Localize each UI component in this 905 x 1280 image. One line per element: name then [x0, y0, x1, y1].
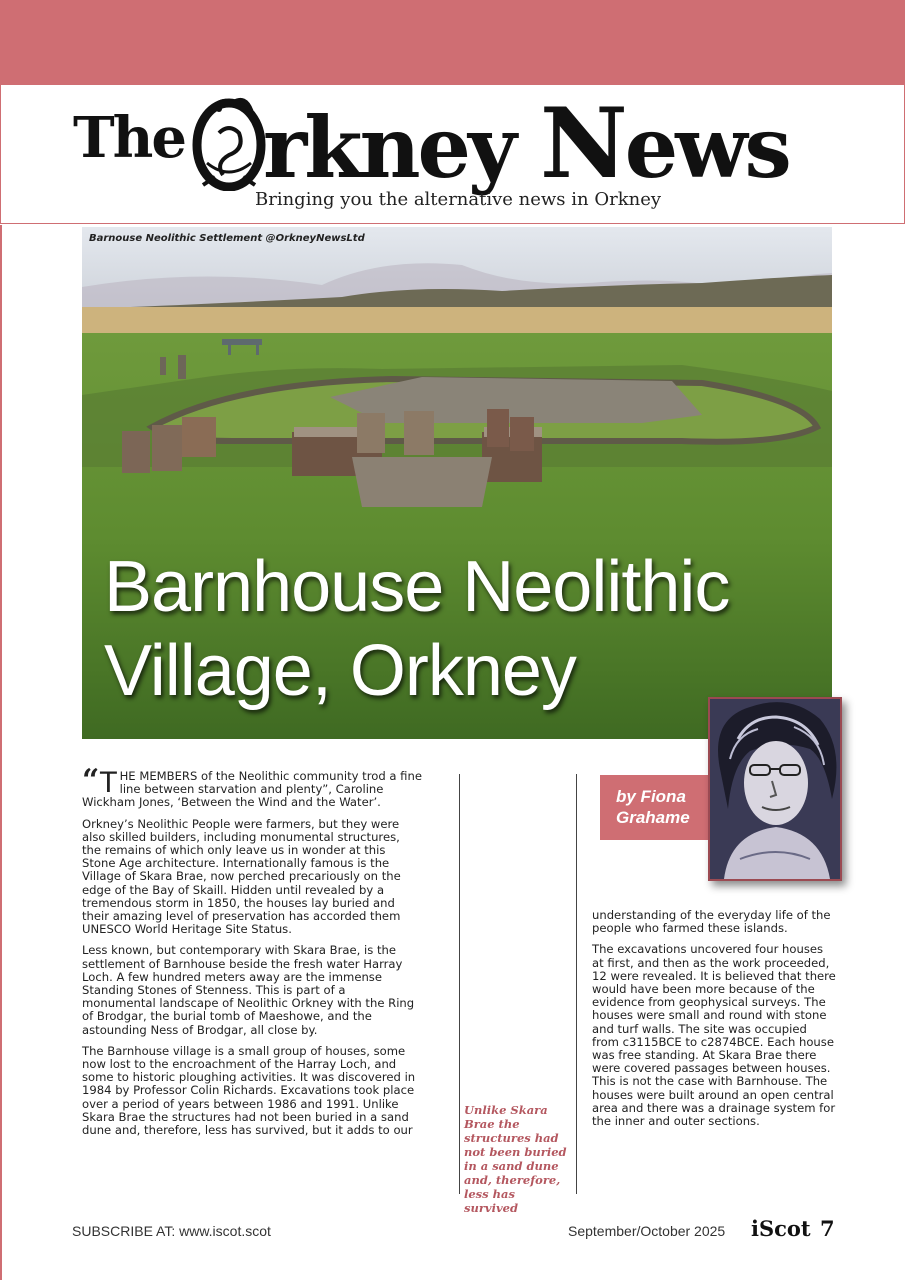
paragraph-1-text: HE MEMBERS of the Neolithic community trod a fine line between starvation and plenty”, Caroline Wickham Jones, ‘Between the Wind and the Water’.: [82, 769, 422, 810]
page-number: 7: [820, 1216, 835, 1241]
byline-box: [600, 775, 708, 840]
masthead-tagline: Bringing you the alternative news in Orkney: [255, 189, 662, 210]
header-color-band: [0, 0, 905, 85]
masthead: [0, 85, 905, 224]
article-column-right: [592, 909, 837, 1136]
column-divider-right: [576, 774, 577, 1194]
author-byline: [616, 786, 706, 828]
byline-line-2: Grahame: [616, 808, 690, 827]
article-paragraph-1: [82, 763, 422, 810]
article-paragraph-6: The excavations uncovered four houses at first, and then as the work proceeded, 12 were revealed. It is believed that there would have been more because of the evidence from geophysical surveys. The houses were small and round with stone and turf walls. The site was occupied from c3115BCE to c2874BCE. Each house was free standing. At Skara Brae there were covered passages between houses. This is not the case with Barnhouse. The houses were built around an open central area and there was a drainage system for the inner and outer sections.: [592, 942, 836, 1129]
masthead-the: The: [73, 105, 186, 171]
article-paragraph-2: Orkney’s Neolithic People were farmers, but they were also skilled builders, including monumental structures, the remains of which only leave us in wonder at this Stone Age architecture. Internationally famous is the Village of Skara Brae, now perched precariously on the edge of the Bay of Skaill. Hidden until revealed by a tremendous storm in 1850, the houses lay buried and their amazing level of preservation has accorded them UNESCO World Heritage Site Status.: [82, 816, 401, 937]
author-portrait: [708, 697, 842, 881]
dropcap-letter: T: [99, 766, 118, 799]
pull-quote: Unlike Skara Brae the structures had not been buried in a sand dune and, therefore, less has survived: [464, 1103, 567, 1215]
hero-photo: [82, 227, 832, 739]
article-title-line-1: Barnhouse Neolithic: [104, 547, 730, 627]
article-column-left: [82, 763, 422, 1145]
column-divider-left: [459, 774, 460, 1194]
brand-logo: iScot: [751, 1216, 811, 1241]
article-title: [104, 545, 824, 713]
masthead-news-initial: N: [540, 87, 625, 200]
page-edge-rule: [0, 225, 2, 1280]
masthead-news-rest: ews: [624, 98, 789, 197]
article-paragraph-4: The Barnhouse village is a small group of houses, some now lost to the encroachment of the Harray Loch, and some to historic ploughing activities. It was discovered in 1984 by Professor Colin Richards. Excavations took place over a period of years between 1986 and 1991. Unlike Skara Brae the structures had not been buried in a sand dune and, therefore, less has survived, but it adds to our: [82, 1043, 416, 1138]
issue-date: September/October 2025: [568, 1223, 726, 1239]
article-paragraph-3: Less known, but contemporary with Skara Brae, is the settlement of Barnhouse beside the fresh water Harray Loch. A few hundred meters away are the immense Standing Stones of Stenness. This is part of a monumental landscape of Neolithic Orkney with the Ring of Brodgar, the burial tomb of Maeshowe, and the astounding Ness of Brodgar, all close by.: [82, 943, 415, 1037]
photo-caption: Barnouse Neolithic Settlement @OrkneyNewsLtd: [89, 233, 365, 244]
author-portrait-illustration: [710, 699, 840, 879]
article-title-line-2: Village, Orkney: [104, 631, 576, 711]
byline-line-1: by Fiona: [616, 787, 686, 806]
subscribe-footer: SUBSCRIBE AT: www.iscot.scot: [72, 1223, 271, 1239]
article-paragraph-5: understanding of the everyday life of the people who farmed these islands.: [592, 908, 831, 936]
masthead-word-orkney: rkney: [263, 98, 514, 197]
masthead-title: [263, 87, 789, 200]
dropcap-quote: “: [82, 763, 100, 798]
celtic-beast-emblem-icon: [189, 93, 269, 191]
